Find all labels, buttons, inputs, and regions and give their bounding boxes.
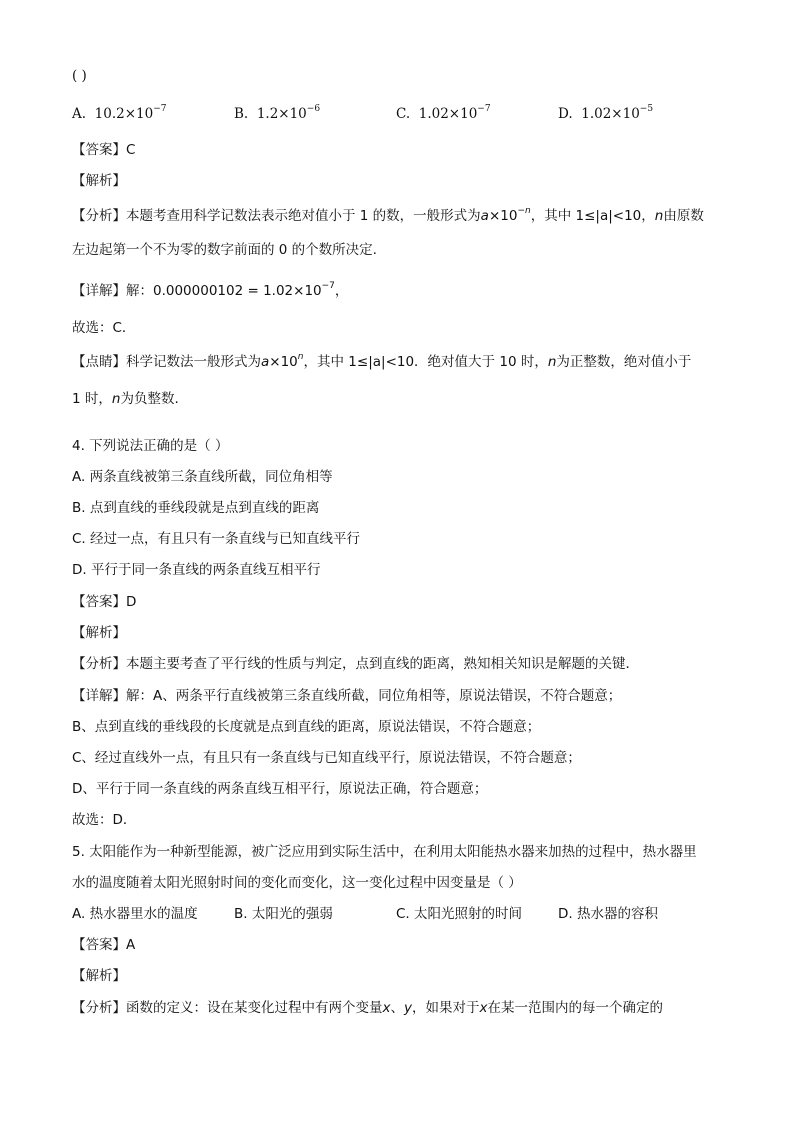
text: 【详解】解：0.000000102 = 1.02×10 xyxy=(72,283,322,299)
q5-option-d: D. 热水器的容积 xyxy=(558,906,658,922)
q4-option-c: C. 经过一点，有且只有一条直线与已知直线平行 xyxy=(72,531,361,547)
q3-fenxi-line1 xyxy=(72,206,704,226)
option-value: 1.02×10 xyxy=(581,106,640,122)
q4-option-b: B. 点到直线的垂线段就是点到直线的距离 xyxy=(72,500,320,516)
q3-dianjing-line2 xyxy=(72,389,179,409)
text: 为负整数. xyxy=(120,391,179,407)
q4-xiangjie-line3: C、经过直线外一点，有且只有一条直线与已知直线平行，原说法错误，不符合题意； xyxy=(72,750,581,766)
math-exponent: n xyxy=(297,351,304,362)
q4-option-d: D. 平行于同一条直线的两条直线互相平行 xyxy=(72,562,321,578)
math-var: a xyxy=(480,208,489,224)
text: |a|<10．绝对值大于 10 时， xyxy=(368,354,548,370)
q5-option-c: C. 太阳光照射的时间 xyxy=(396,906,523,922)
option-exponent: −7 xyxy=(477,103,491,114)
q4-fenxi: 【分析】本题主要考查了平行线的性质与判定，点到直线的距离，熟知相关知识是解题的关键． xyxy=(72,656,639,672)
q3-fenxi-line2: 左边起第一个不为零的数字前面的 0 的个数所决定. xyxy=(72,242,377,258)
option-label: A. xyxy=(72,106,87,122)
q5-option-b: B. 太阳光的强弱 xyxy=(234,906,333,922)
q4-jiexi-heading: 【解析】 xyxy=(72,625,126,641)
text: ，如果对于 xyxy=(412,1000,480,1016)
math-var: a xyxy=(261,354,270,370)
q3-option-d xyxy=(558,104,653,124)
q3-option-a xyxy=(72,104,166,124)
q4-xiangjie-line2: B、点到直线的垂线段的长度就是点到直线的距离，原说法错误，不符合题意； xyxy=(72,719,541,735)
text: 为正整数，绝对值小于 xyxy=(556,354,692,370)
option-label: C. xyxy=(396,106,411,122)
text: ， xyxy=(641,208,655,224)
q5-option-a: A. 热水器里水的温度 xyxy=(72,906,198,922)
q3-answer: 【答案】C xyxy=(72,142,136,158)
q3-dianjing-line1 xyxy=(72,352,691,372)
math: ≤ xyxy=(584,208,596,224)
math-exponent: −n xyxy=(517,205,531,216)
math-var: y xyxy=(404,1000,412,1016)
q4-answer: 【答案】D xyxy=(72,594,137,610)
q4-option-a: A. 两条直线被第三条直线所截，同位角相等 xyxy=(72,469,333,485)
text: 由原数 xyxy=(663,208,704,224)
option-exponent: −5 xyxy=(639,103,654,114)
q3-xiangjie xyxy=(72,281,348,301)
option-value: 1.2×10 xyxy=(256,106,307,122)
option-label: D. xyxy=(558,106,573,122)
text: 【分析】函数的定义：设在某变化过程中有两个变量 xyxy=(72,1000,383,1016)
text: ，其中 1 xyxy=(303,354,357,370)
math-var: n xyxy=(547,354,557,370)
option-exponent: −6 xyxy=(306,103,321,114)
q3-jiexi-heading: 【解析】 xyxy=(72,173,126,189)
q3-option-c xyxy=(396,104,491,124)
text: 1 时， xyxy=(72,391,112,407)
text: 、 xyxy=(390,1000,404,1016)
math-var: n xyxy=(654,208,664,224)
text: 【点睛】科学记数法一般形式为 xyxy=(72,354,261,370)
text: 在某一范围内的每一个确定的 xyxy=(487,1000,663,1016)
q3-guxuan: 故选：C． xyxy=(72,320,136,336)
q3-option-b xyxy=(234,104,320,124)
math-var: n xyxy=(111,391,121,407)
option-value: 1.02×10 xyxy=(418,106,478,122)
option-label: B. xyxy=(234,106,249,122)
math-exponent: −7 xyxy=(321,280,335,291)
text: ， xyxy=(334,283,349,299)
option-exponent: −7 xyxy=(153,103,167,114)
q5-stem-line2: 水的温度随着太阳光照射时间的变化而变化，这一变化过程中因变量是（ ） xyxy=(72,875,522,891)
q4-xiangjie-line1: 【详解】解：A、两条平行直线被第三条直线所截，同位角相等，原说法错误，不符合题意； xyxy=(72,688,622,704)
math: ≤ xyxy=(356,354,369,370)
q5-jiexi-heading: 【解析】 xyxy=(72,968,126,984)
text: 【分析】本题考查用科学记数法表示绝对值小于 1 的数，一般形式为 xyxy=(72,208,481,224)
math-var: x xyxy=(382,1000,391,1016)
option-value: 10.2×10 xyxy=(94,106,154,122)
q3-stem-tail: ( ) xyxy=(72,68,87,84)
math: ×10 xyxy=(488,208,518,224)
math: ×10 xyxy=(269,354,298,370)
q5-answer: 【答案】A xyxy=(72,937,136,953)
q4-xiangjie-line4: D、平行于同一条直线的两条直线互相平行，原说法正确，符合题意； xyxy=(72,781,488,797)
q4-stem: 4. 下列说法正确的是（ ） xyxy=(72,438,229,454)
math: |a|<10 xyxy=(595,208,642,224)
q5-fenxi xyxy=(72,998,663,1018)
math-var: x xyxy=(479,1000,488,1016)
q5-stem-line1: 5. 太阳能作为一种新型能源，被广泛应用到实际生活中，在利用太阳能热水器来加热的过程中，热水器里 xyxy=(72,844,697,860)
q4-guxuan: 故选：D． xyxy=(72,812,137,828)
text: ，其中 1 xyxy=(530,208,585,224)
